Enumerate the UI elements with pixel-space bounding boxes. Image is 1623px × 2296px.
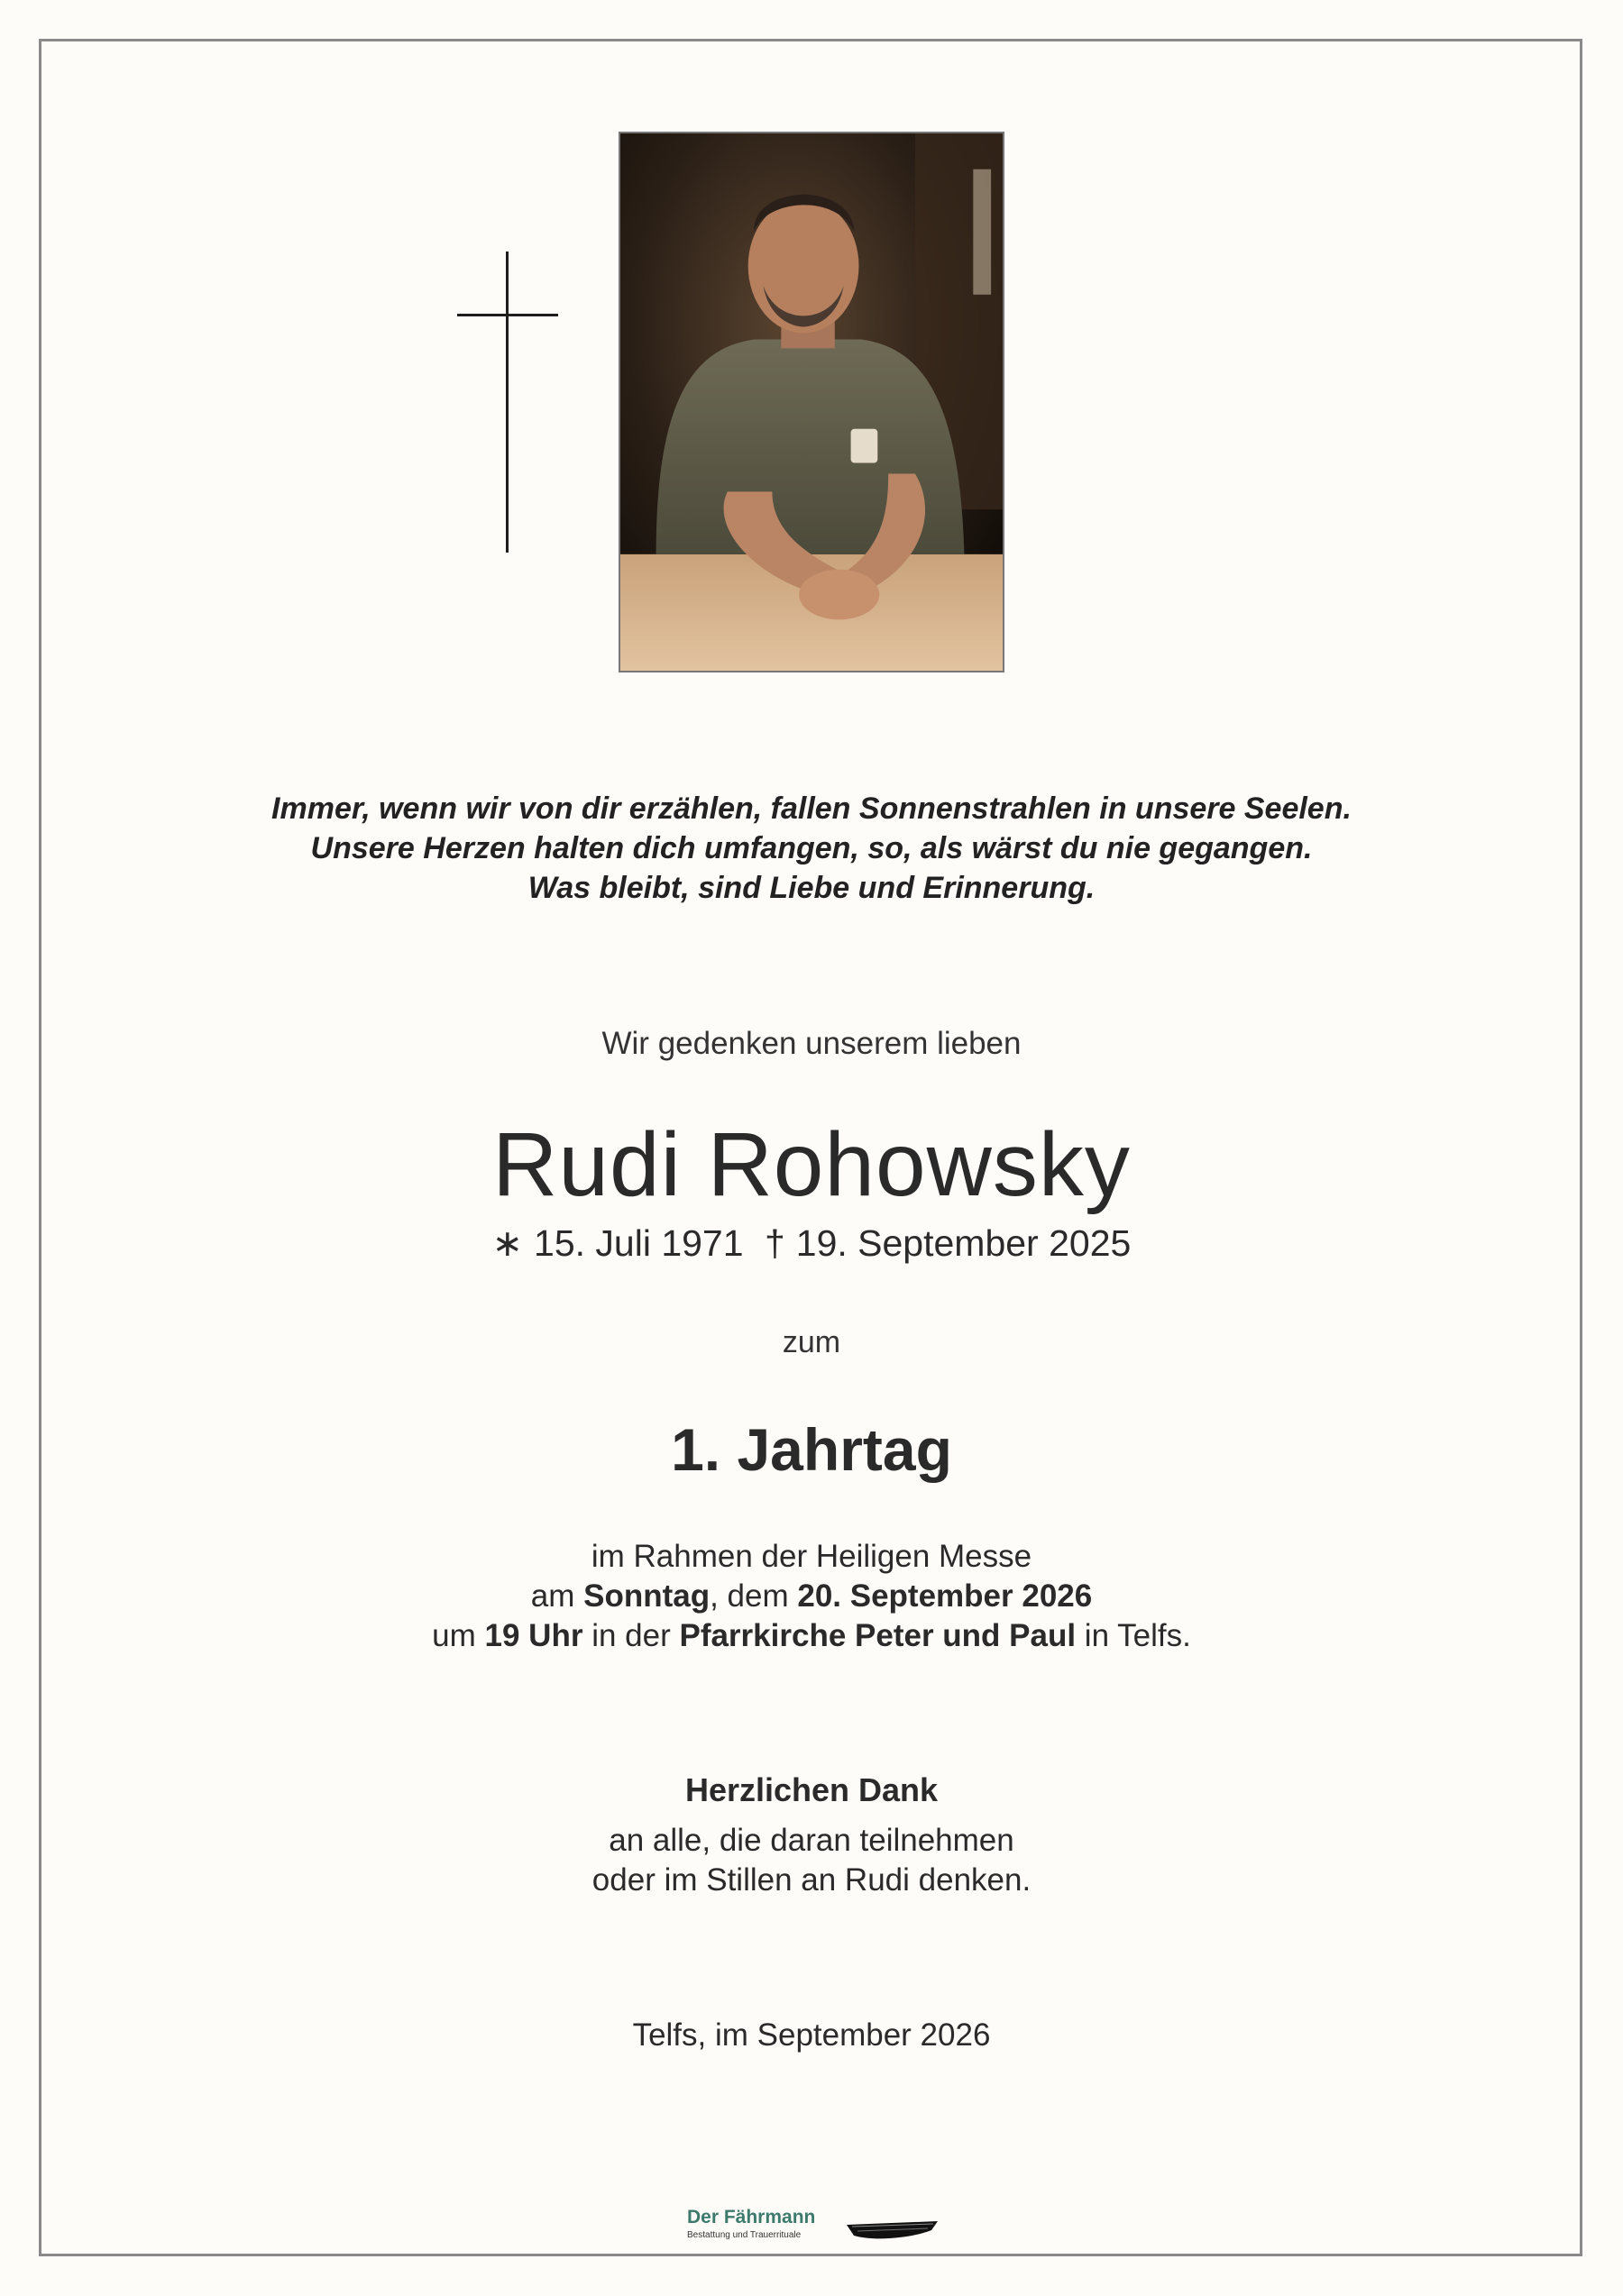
- boat-icon: [845, 2214, 940, 2246]
- death-date: 19. September 2025: [795, 1222, 1132, 1264]
- poem-line: Immer, wenn wir von dir erzählen, fallen Sonnenstrahlen in unsere Seelen.: [271, 791, 1352, 826]
- logo-brand: Der Fährmann: [687, 2207, 816, 2227]
- memorial-poem: [0, 789, 1623, 908]
- funeral-home-logo: [687, 2207, 944, 2252]
- latin-cross-icon: [457, 252, 558, 553]
- mass-details: [0, 1537, 1623, 1656]
- mass-line-2: [0, 1577, 1623, 1616]
- mass-date: 20. September 2026: [797, 1578, 1093, 1614]
- birth-date: 15. Juli 1971: [534, 1222, 744, 1264]
- logo-tagline: Bestattung und Trauerrituale: [687, 2230, 802, 2240]
- intro-text: Wir gedenken unserem lieben: [601, 1026, 1022, 1061]
- mass-text: , dem: [710, 1578, 798, 1614]
- mass-line-3: [0, 1616, 1623, 1656]
- portrait-photo: [619, 132, 1004, 672]
- occasion-pre: zum: [782, 1325, 841, 1359]
- occasion-title: 1. Jahrtag: [671, 1416, 952, 1483]
- thanks-text: [0, 1821, 1623, 1900]
- mass-text: in der: [582, 1618, 680, 1653]
- mass-time: 19 Uhr: [484, 1618, 583, 1653]
- deceased-name: Rudi Rohowsky: [492, 1114, 1131, 1215]
- thanks-title: Herzlichen Dank: [684, 1771, 939, 1808]
- mass-church: Pfarrkirche Peter und Paul: [679, 1618, 1077, 1653]
- poem-line: Was bleibt, sind Liebe und Erinnerung.: [527, 871, 1096, 905]
- thanks-line: oder im Stillen an Rudi denken.: [591, 1862, 1032, 1898]
- death-symbol-icon: †: [764, 1222, 785, 1264]
- poem-line: Unsere Herzen halten dich umfangen, so, als wärst du nie gegangen.: [310, 831, 1313, 865]
- birth-symbol-icon: ∗: [491, 1222, 524, 1264]
- mass-day: Sonntag: [583, 1578, 711, 1614]
- mass-text: um: [432, 1618, 485, 1653]
- place-date: Telfs, im September 2026: [632, 2017, 991, 2053]
- mass-text: am: [530, 1578, 584, 1614]
- mass-text: in Telfs.: [1076, 1618, 1191, 1653]
- thanks-line: an alle, die daran teilnehmen: [609, 1823, 1014, 1858]
- life-dates: [0, 1221, 1623, 1265]
- mass-line-1: im Rahmen der Heiligen Messe: [591, 1539, 1032, 1574]
